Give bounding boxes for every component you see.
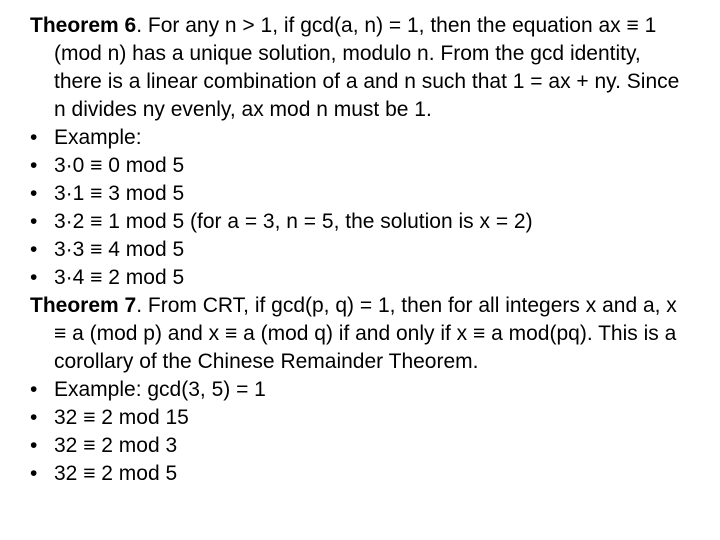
bullet-icon: • [30,210,38,233]
list-item [30,208,690,236]
list-item-text: 32 ≡ 2 mod 5 [54,462,178,485]
list-item-text: Example: [54,126,142,149]
bullet-icon: • [30,238,38,261]
list-item-text: 3·3 ≡ 4 mod 5 [54,238,185,261]
list-item-text: 3·1 ≡ 3 mod 5 [54,182,185,205]
theorem-7-text: . From CRT, if gcd(p, q) = 1, then for all integers x and a, x ≡ a (mod p) and x ≡ a (mod q) if and only if x ≡ a mod(pq). This is a corollary of the Chinese Remainder Theorem. [54,294,677,373]
list-item [30,404,690,432]
theorem-7-label: Theorem 7 [30,294,137,317]
bullet-icon: • [30,126,38,149]
list-item-text: 3·4 ≡ 2 mod 5 [54,266,185,289]
list-item-text: 32 ≡ 2 mod 3 [54,434,178,457]
list-item [30,432,690,460]
list-item [30,236,690,264]
list-item [30,376,690,404]
list-item-text: 3·2 ≡ 1 mod 5 (for a = 3, n = 5, the solution is x = 2) [54,210,533,233]
bullet-icon: • [30,378,38,401]
theorem-6-examples [30,124,690,292]
bullet-icon: • [30,434,38,457]
theorem-7-paragraph [30,292,690,376]
theorem-6-paragraph [30,12,690,124]
theorem-6-label: Theorem 6 [30,14,137,37]
list-item-text: 3·0 ≡ 0 mod 5 [54,154,185,177]
list-item [30,180,690,208]
list-item [30,124,690,152]
bullet-icon: • [30,266,38,289]
list-item [30,152,690,180]
bullet-icon: • [30,406,38,429]
slide-content [30,12,690,488]
bullet-icon: • [30,154,38,177]
bullet-icon: • [30,182,38,205]
list-item [30,460,690,488]
list-item [30,264,690,292]
list-item-text: 32 ≡ 2 mod 15 [54,406,189,429]
list-item-text: Example: gcd(3, 5) = 1 [54,378,266,401]
theorem-7-examples [30,376,690,488]
theorem-6-text: . For any n > 1, if gcd(a, n) = 1, then the equation ax ≡ 1 (mod n) has a unique solution, modulo n. From the gcd identity, there is a linear combination of a and n such that 1 = ax + ny. Since n divides ny evenly, ax mod n must be 1. [54,14,680,121]
bullet-icon: • [30,462,38,485]
